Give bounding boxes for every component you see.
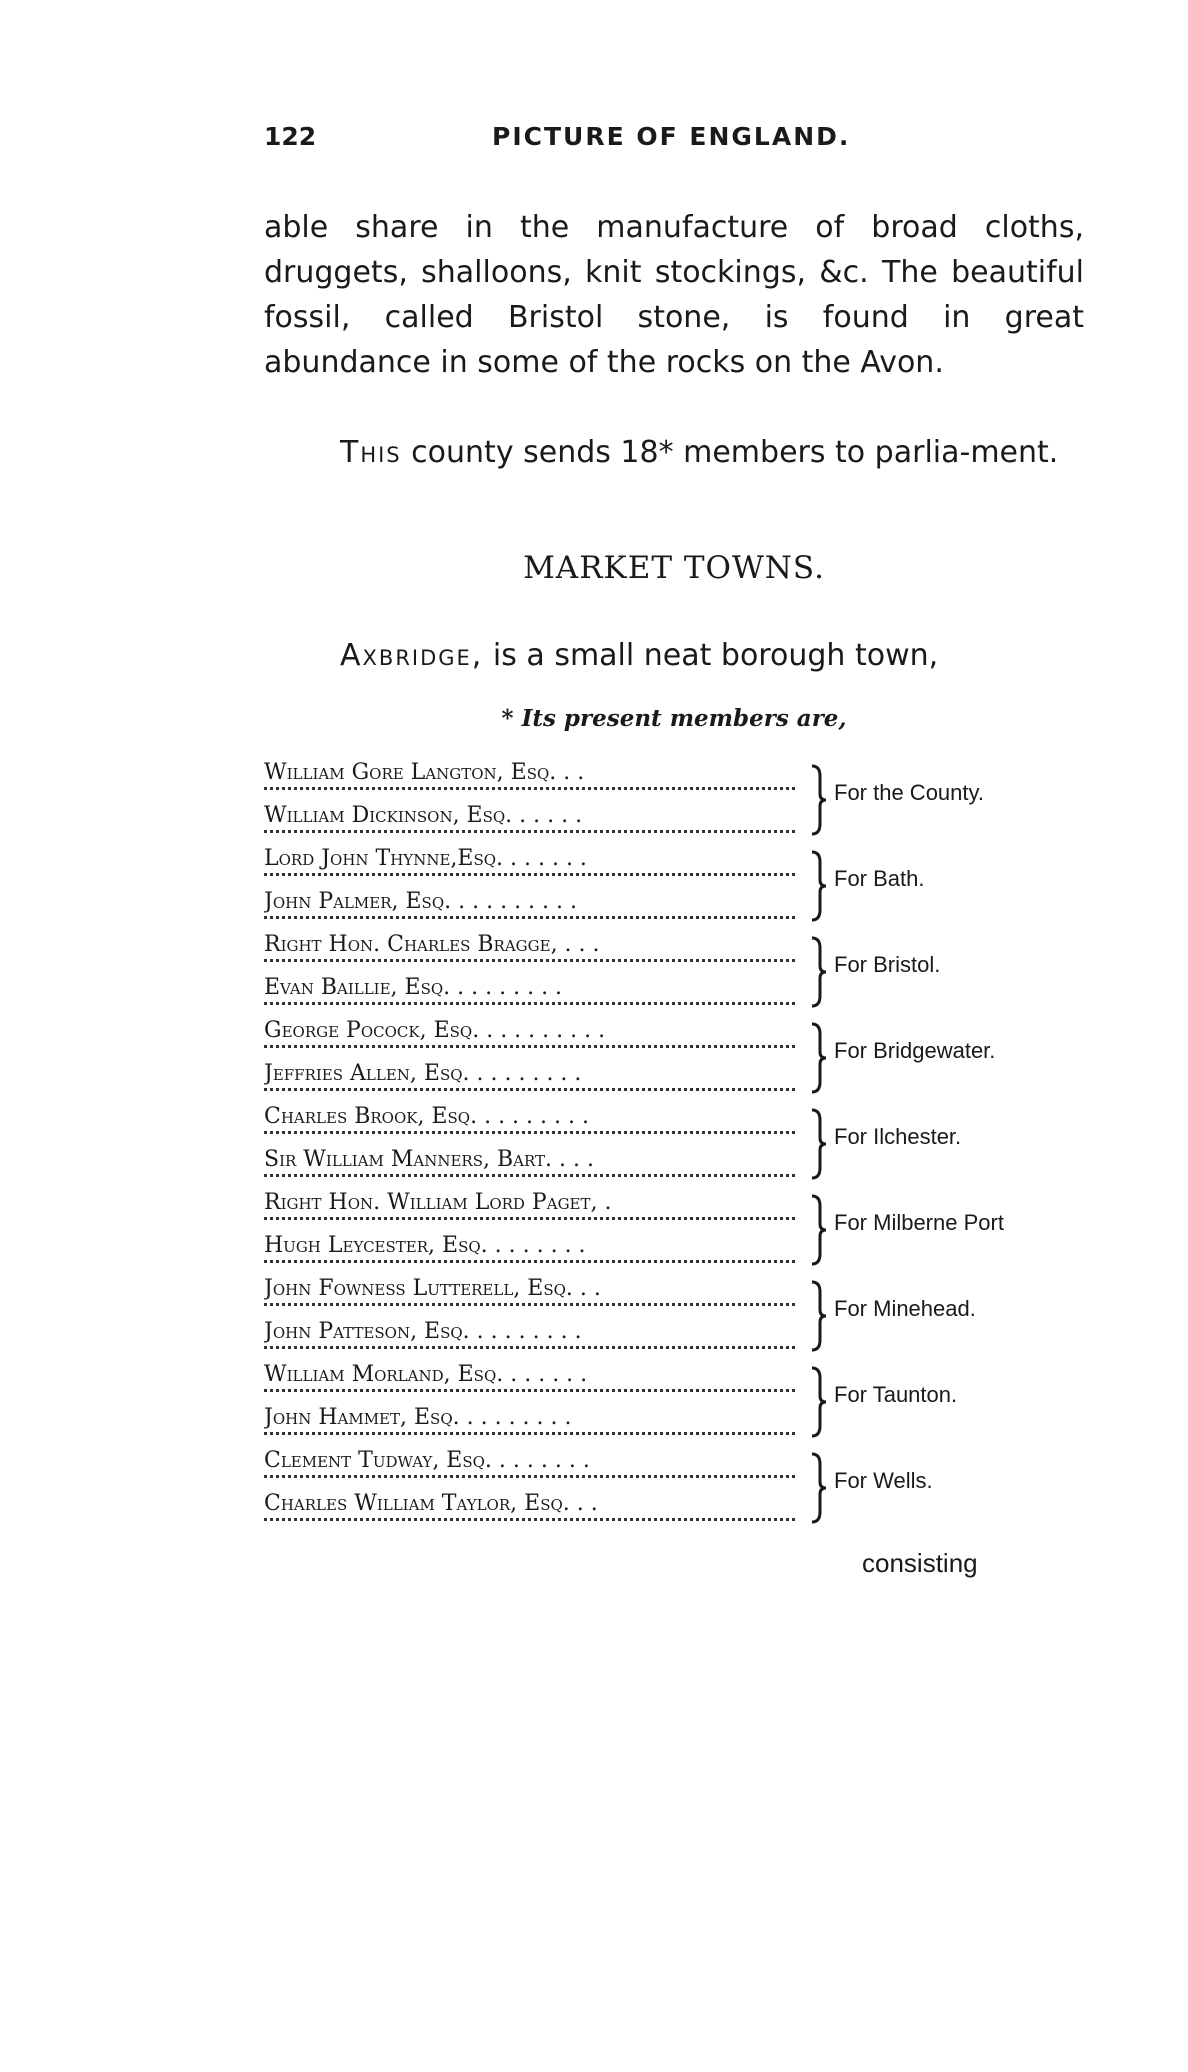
member-group [264,1104,1124,1190]
member-name: Charles William Taylor, Esq. . . [264,1491,602,1516]
catchword: consisting [862,1548,978,1578]
member-name: John Fowness Lutterell, Esq. . . [264,1276,605,1301]
dot-leader [264,916,795,919]
dot-leader [264,1303,795,1306]
dot-leader [264,1389,795,1392]
small-caps-lead: Axbridge, [340,638,484,673]
member-name: Right Hon. Charles Bragge, . . . [264,932,604,957]
dot-leader [264,1346,795,1349]
curly-brace-icon [810,850,828,922]
member-group [264,846,1124,932]
curly-brace-icon [810,1194,828,1266]
dot-leader [264,1002,795,1005]
dot-leader [264,1217,795,1220]
constituency-label: For Milberne Port [834,1210,1004,1235]
member-name: William Morland, Esq. . . . . . . [264,1362,591,1387]
member-entry [264,1491,795,1531]
dot-leader [264,873,795,876]
dot-leader [264,1174,795,1177]
page-number: 122 [264,122,317,151]
member-group [264,1448,1124,1534]
constituency-label: For Bridgewater. [834,1038,996,1063]
member-name: William Gore Langton, Esq. . . [264,760,588,785]
paragraph-parliament-members [264,430,1084,475]
member-group [264,1190,1124,1276]
dot-leader [264,787,795,790]
member-entry [264,760,795,800]
dot-leader [264,1432,795,1435]
member-entry [264,975,795,1015]
footnote-heading: * Its present members are, [501,705,847,732]
member-name: Hugh Leycester, Esq. . . . . . . . [264,1233,590,1258]
member-group [264,1276,1124,1362]
constituency-label: For the County. [834,780,984,805]
curly-brace-icon [810,1022,828,1094]
page-header [264,122,1004,162]
member-entry [264,1190,795,1230]
member-entry [264,1448,795,1488]
paragraph-bristol-stone: able share in the manufacture of broad cloths, druggets, shalloons, knit stockings, &c. The beautiful fossil, called Bristol stone, is found in great abundance in some of the rocks on the Avon. [264,210,1084,380]
member-name: William Dickinson, Esq. . . . . . [264,803,586,828]
dot-leader [264,830,795,833]
dot-leader [264,1518,795,1521]
member-name: John Patteson, Esq. . . . . . . . . [264,1319,586,1344]
curly-brace-icon [810,1452,828,1524]
member-name: John Hammet, Esq. . . . . . . . . [264,1405,576,1430]
member-group [264,760,1124,846]
member-name: George Pocock, Esq. . . . . . . . . . [264,1018,609,1043]
member-name: Jeffries Allen, Esq. . . . . . . . . [264,1061,585,1086]
dot-leader [264,1045,795,1048]
curly-brace-icon [810,1366,828,1438]
member-name: Clement Tudway, Esq. . . . . . . . [264,1448,594,1473]
member-entry [264,1405,795,1445]
member-name: Lord John Thynne,Esq. . . . . . . [264,846,591,871]
paragraph-axbridge [264,633,1084,678]
curly-brace-icon [810,1280,828,1352]
dot-leader [264,959,795,962]
member-entry [264,846,795,886]
running-title: PICTURE OF ENGLAND. [492,122,851,151]
member-group [264,1362,1124,1448]
member-entry [264,1362,795,1402]
constituency-label: For Wells. [834,1468,933,1493]
member-entry [264,1104,795,1144]
member-entry [264,1276,795,1316]
constituency-label: For Bath. [834,866,925,891]
member-name: Evan Baillie, Esq. . . . . . . . . [264,975,566,1000]
constituency-label: For Taunton. [834,1382,958,1407]
constituency-label: For Bristol. [834,952,941,977]
curly-brace-icon [810,764,828,836]
member-entry [264,932,795,972]
member-entry [264,1233,795,1273]
dot-leader [264,1260,795,1263]
member-entry [264,889,795,929]
member-entry [264,1018,795,1058]
member-name: John Palmer, Esq. . . . . . . . . . [264,889,581,914]
section-heading: MARKET TOWNS. [523,550,825,586]
dot-leader [264,1131,795,1134]
dot-leader [264,1475,795,1478]
curly-brace-icon [810,936,828,1008]
member-entry [264,1147,795,1187]
member-entry [264,1061,795,1101]
members-list [264,760,1124,1534]
dot-leader [264,1088,795,1091]
constituency-label: For Minehead. [834,1296,976,1321]
constituency-label: For Ilchester. [834,1124,962,1149]
member-entry [264,1319,795,1359]
paragraph-text: county sends 18* members to parlia-ment. [401,435,1059,470]
small-caps-lead: This [340,435,402,470]
member-group [264,932,1124,1018]
member-entry [264,803,795,843]
member-name: Right Hon. William Lord Paget, . [264,1190,616,1215]
member-name: Charles Brook, Esq. . . . . . . . . [264,1104,593,1129]
paragraph-text: is a small neat borough town, [483,638,939,673]
member-group [264,1018,1124,1104]
member-name: Sir William Manners, Bart. . . . [264,1147,598,1172]
curly-brace-icon [810,1108,828,1180]
